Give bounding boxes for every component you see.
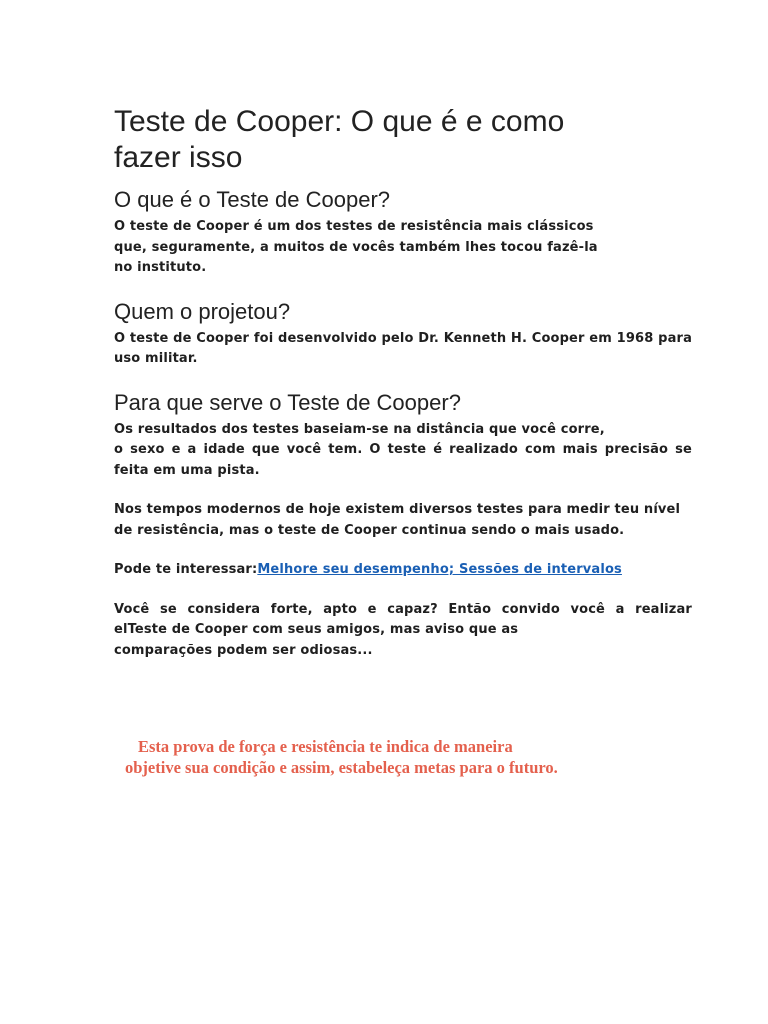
related-link-row: [114, 560, 692, 581]
title-line-2: fazer isso: [114, 141, 243, 174]
section-heading-what-is: O que é o Teste de Cooper?: [114, 187, 391, 212]
purpose-3-line-2: elTeste de Cooper com seus amigos, mas aviso que as: [114, 622, 519, 637]
page-title: [114, 104, 692, 176]
purpose-3-line-3: comparações podem ser odiosas...: [114, 642, 373, 658]
highlight-line-2: objetive sua condição e assim, estabeleça metas para o futuro.: [125, 758, 558, 777]
section-heading-purpose: Para que serve o Teste de Cooper?: [114, 389, 461, 415]
purpose-line-1: Os resultados dos testes baseiam-se na distância que você corre,: [114, 421, 605, 437]
what-is-line-3: no instituto.: [114, 260, 207, 275]
what-is-line-1: O teste de Cooper é um dos testes de resistência mais clássicos: [114, 219, 594, 234]
paragraph-what-is: [114, 217, 692, 279]
paragraph-purpose-2: Nos tempos modernos de hoje existem diversos testes para medir teu nível de resistência, mas o teste de Cooper continua sendo o mais usado.: [114, 502, 681, 538]
highlight-line-1: Esta prova de força e resistência te indica de maneira: [138, 737, 513, 756]
paragraph-who-designed: O teste de Cooper foi desenvolvido pelo Dr. Kenneth H. Cooper em 1968 para uso militar.: [114, 330, 692, 366]
document-page: [114, 104, 692, 661]
purpose-line-2: o sexo e a idade que você tem. O teste é realizado com mais precisão se feita em uma pista.: [114, 442, 692, 478]
related-article-link[interactable]: Melhore seu desempenho; Sessões de intervalos: [257, 562, 622, 577]
purpose-3-line-1: Você se considera forte, apto e capaz? Então convido você a realizar: [114, 601, 692, 617]
paragraph-purpose-3: [114, 600, 692, 662]
section-heading-who-designed: Quem o projetou?: [114, 298, 291, 324]
related-label: Pode te interessar:: [114, 562, 258, 577]
what-is-line-2: que, seguramente, a muitos de vocês também lhes tocou fazê-la: [114, 239, 598, 255]
title-line-1: Teste de Cooper: O que é e como: [114, 105, 565, 138]
highlight-quote: [122, 736, 642, 778]
paragraph-purpose-1: [114, 420, 692, 482]
